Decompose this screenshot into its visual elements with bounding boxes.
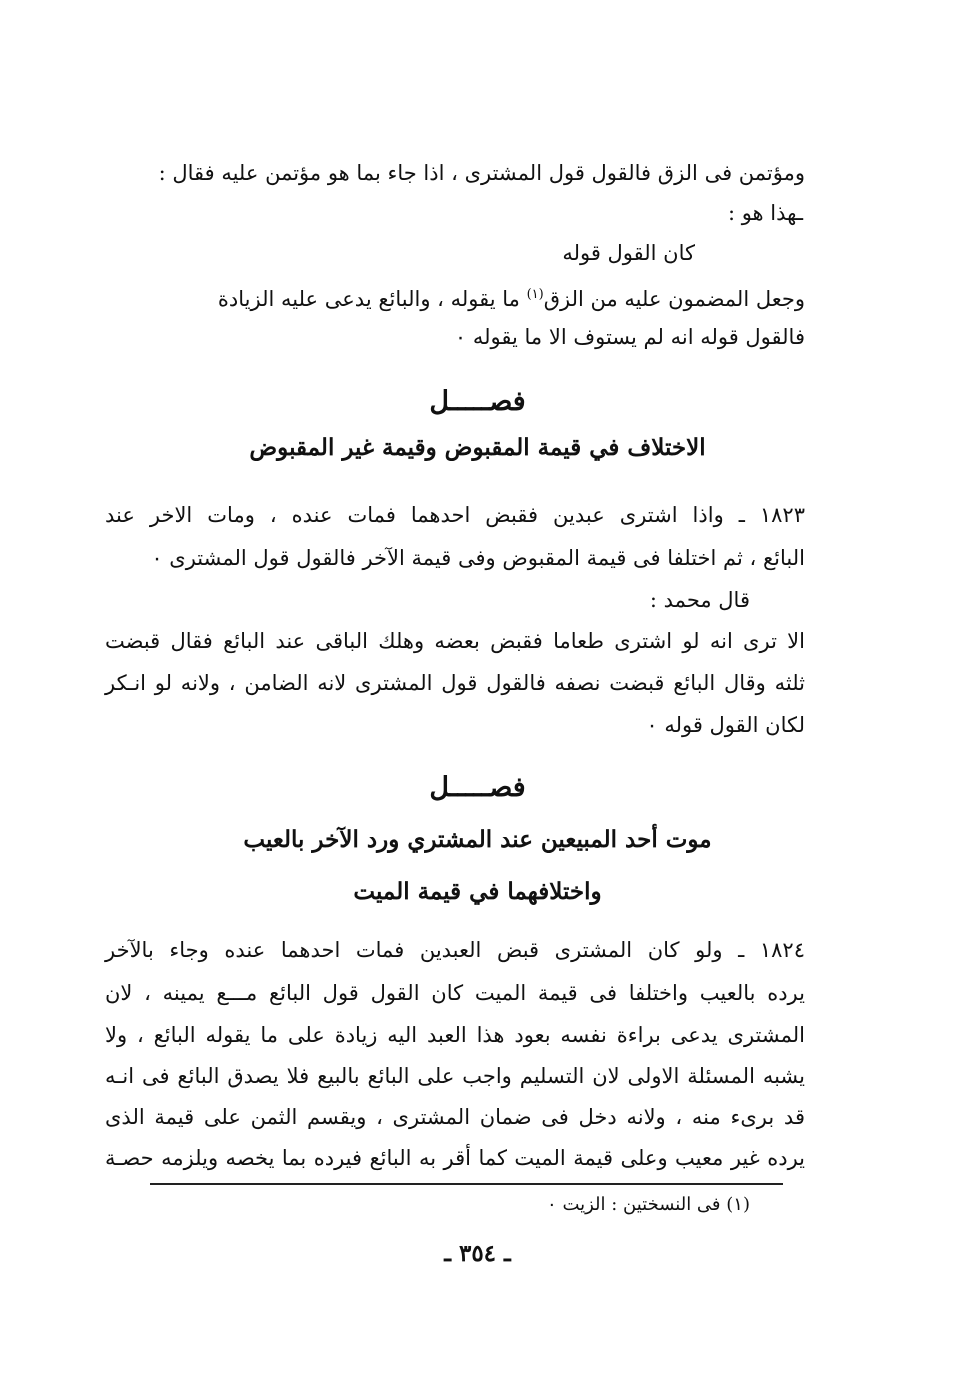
section-heading: الاختلاف في قيمة المقبوض وقيمة غير المقبوض <box>249 434 706 461</box>
paragraph-line: الا ترى انه لو اشترى طعاما فقبض بعضه وهلك الباقى عند البائع فقال قبضت <box>105 629 805 653</box>
paragraph-line: ١٨٢٤ ـ ولو كان المشترى قبض العبدين فمات احدهما عنده وجاء بالآخر <box>105 938 805 962</box>
section-heading: واختلافهما في قيمة الميت <box>353 878 602 905</box>
paragraph-line: المشترى يدعى براءة نفسه بعود هذا العبد اليه زيادة على ما يقوله البائع ، ولا <box>105 1023 805 1047</box>
text-line: ـهذا هو : <box>727 201 803 225</box>
text-line: كان القول قوله <box>562 241 695 265</box>
section-title-text: فصـــــل <box>429 386 526 417</box>
paragraph-line: قد برىء منه ، ولانه دخل فى ضمان المشترى ، ويقسم الثمن على قيمة الذى <box>105 1105 805 1129</box>
page-number: ـ ٣٥٤ ـ <box>444 1240 511 1267</box>
text-line: فالقول قوله انه لم يستوف الا ما يقوله ٠ <box>454 325 805 349</box>
text-fragment: ما يقوله ، والبائع يدعى عليه الزيادة <box>217 287 527 311</box>
paragraph-line: يرده بالعيب واختلفا فى قيمة الميت كان القول قول البائع مـــع يمينه ، لان <box>105 981 805 1005</box>
paragraph-line: ثلثه وقال البائع قبضت نصفه فالقول قول المشترى لانه الضامن ، ولانه لو انـكر <box>105 671 805 695</box>
footnote-divider <box>150 1183 783 1185</box>
footnote-marker: (١) <box>526 287 544 302</box>
paragraph-line: البائع ، ثم اختلفا فى قيمة المقبوض وفى قيمة الآخر فالقول قول المشترى ٠ <box>151 546 805 570</box>
footnote: (١) فى النسختين : الزيت ٠ <box>547 1194 750 1215</box>
paragraph-line: لكان القول قوله ٠ <box>646 713 805 737</box>
section-title-text: فصـــــل <box>429 772 526 803</box>
paragraph-line: يشبه المسئلة الاولى لان التسليم واجب على البائع بالبيع فلا يصدق البائع فى انـه <box>105 1064 805 1088</box>
text-fragment: وجعل المضمون عليه من الزق <box>543 287 805 311</box>
text-line <box>218 280 805 314</box>
paragraph-line: قال محمد : <box>649 588 750 612</box>
section-heading: موت أحد المبيعين عند المشتري ورد الآخر بالعيب <box>243 826 712 853</box>
section-title <box>0 772 955 803</box>
text-line: ومؤتمن فى الزق فالقول قول المشترى ، اذا جاء بما هو مؤتمن عليه فقال : <box>158 161 805 185</box>
section-title <box>0 386 955 417</box>
paragraph-line: ١٨٢٣ ـ واذا اشترى عبدين فقبض احدهما فمات عنده ، ومات الاخر عند <box>105 503 805 527</box>
paragraph-line: يرده غير معيب وعلى قيمة الميت كما أقر به البائع فيرده بما يخصه ويلزمه حصـة <box>105 1146 805 1170</box>
